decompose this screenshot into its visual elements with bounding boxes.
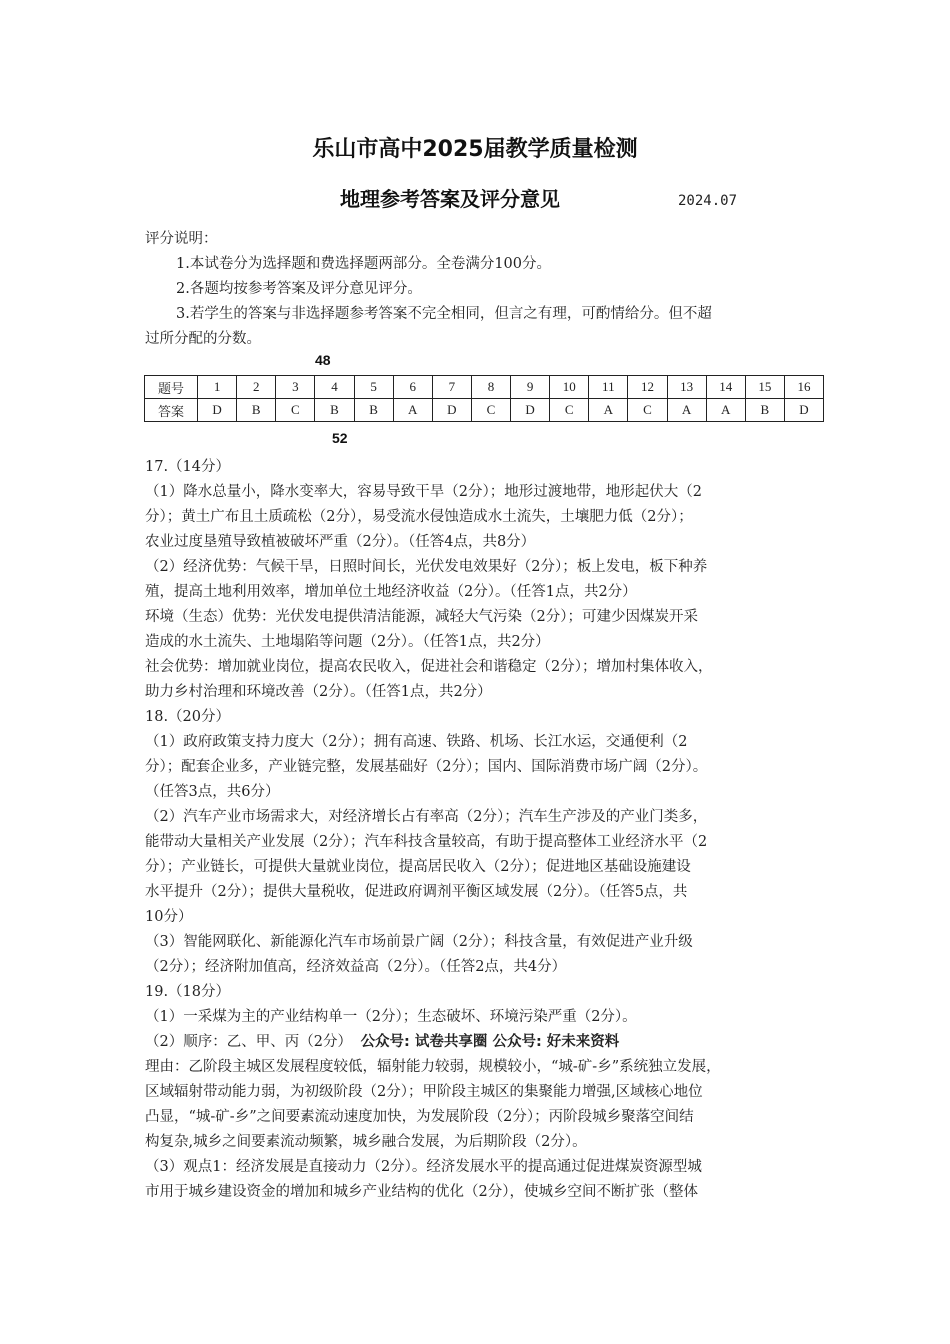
answer-cell: C <box>276 399 315 422</box>
question-number: 2 <box>237 376 276 399</box>
question-number: 3 <box>276 376 315 399</box>
answer-table <box>144 375 824 422</box>
question-number: 1 <box>198 376 237 399</box>
text-line: 10分） <box>145 909 193 925</box>
text-segment: （2）顺序：乙、甲、丙（2分） <box>145 1034 352 1050</box>
overlay-mark-bottom: 52 <box>332 430 348 446</box>
row-label: 题号 <box>145 376 198 399</box>
text-line: 19.（18分） <box>145 984 231 1000</box>
text-line: 殖，提高土地利用效率，增加单位土地经济收益（2分）。（任答1点，共2分） <box>145 584 637 600</box>
text-line: 分）；黄土广布且土质疏松（2分），易受流水侵蚀造成水土流失，土壤肥力低（2分）； <box>145 509 693 525</box>
answer-cell: B <box>745 399 784 422</box>
answer-cell: C <box>471 399 510 422</box>
answer-cell: A <box>393 399 432 422</box>
question-number: 4 <box>315 376 354 399</box>
text-line: （3）智能网联化、新能源化汽车市场前景广阔（2分）；科技含量，有效促进产业升级 <box>145 934 693 950</box>
text-line: 18.（20分） <box>145 709 231 725</box>
document-title: 乐山市高中2025届教学质量检测 <box>312 137 638 162</box>
text-line <box>145 1032 619 1052</box>
table-row <box>145 376 824 399</box>
text-line: 构复杂,城乡之间要素流动频繁，城乡融合发展，为后期阶段（2分）。 <box>145 1134 587 1150</box>
answer-cell: C <box>550 399 589 422</box>
answer-cell: C <box>628 399 667 422</box>
watermark-text: 公众号: 试卷共享圈 公众号: 好未来资料 <box>360 1034 620 1050</box>
answer-cell: B <box>354 399 393 422</box>
question-number: 16 <box>784 376 823 399</box>
question-number: 9 <box>511 376 550 399</box>
text-line: （1）一采煤为主的产业结构单一（2分）；生态破坏、环境污染严重（2分）。 <box>145 1009 637 1025</box>
scoring-rule: 1.本试卷分为选择题和费选择题两部分。全卷满分100分。 <box>176 256 552 272</box>
scoring-rule: 过所分配的分数。 <box>145 331 261 347</box>
text-line: 区域辐射带动能力弱，为初级阶段（2分）；甲阶段主城区的集聚能力增强,区域核心地位 <box>145 1084 703 1100</box>
question-number: 5 <box>354 376 393 399</box>
question-number: 12 <box>628 376 667 399</box>
text-line: （1）政府政策支持力度大（2分）；拥有高速、铁路、机场、长江水运，交通便利（2 <box>145 734 688 750</box>
answer-cell: A <box>706 399 745 422</box>
answer-cell: B <box>315 399 354 422</box>
text-line: 社会优势：增加就业岗位，提高农民收入，促进社会和谐稳定（2分）；增加村集体收入， <box>145 659 713 675</box>
text-line: 造成的水土流失、土地塌陷等问题（2分）。（任答1点，共2分） <box>145 634 550 650</box>
question-number: 14 <box>706 376 745 399</box>
text-line: （3）观点1：经济发展是直接动力（2分）。经济发展水平的提高通过促进煤炭资源型城 <box>145 1159 702 1175</box>
answer-cell: D <box>511 399 550 422</box>
document-subtitle: 地理参考答案及评分意见 <box>340 187 560 211</box>
question-number: 6 <box>393 376 432 399</box>
scoring-rule: 2.各题均按参考答案及评分意见评分。 <box>176 281 422 297</box>
text-line: （2分）；经济附加值高，经济效益高（2分）。（任答2点，共4分） <box>145 959 567 975</box>
text-line: 农业过度垦殖导致植被破坏严重（2分）。（任答4点，共8分） <box>145 534 536 550</box>
question-number: 11 <box>589 376 628 399</box>
answer-cell: D <box>198 399 237 422</box>
text-line: 环境（生态）优势：光伏发电提供清洁能源，减轻大气污染（2分）；可建少因煤炭开采 <box>145 609 698 625</box>
document-date: 2024.07 <box>678 193 738 209</box>
question-number: 10 <box>550 376 589 399</box>
text-line: （1）降水总量小，降水变率大，容易导致干旱（2分）；地形过渡地带，地形起伏大（2 <box>145 484 702 500</box>
question-number: 15 <box>745 376 784 399</box>
text-line: （任答3点，共6分） <box>145 784 280 800</box>
text-line: 市用于城乡建设资金的增加和城乡产业结构的优化（2分），使城乡空间不断扩张（整体 <box>145 1184 698 1200</box>
row-label: 答案 <box>145 399 198 422</box>
answer-cell: A <box>589 399 628 422</box>
scoring-heading: 评分说明： <box>145 231 218 247</box>
text-line: 水平提升（2分）；提供大量税收，促进政府调剂平衡区域发展（2分）。（任答5点，共 <box>145 884 688 900</box>
table-row <box>145 399 824 422</box>
text-line: 分）；配套企业多，产业链完整，发展基础好（2分）；国内、国际消费市场广阔（2分）。 <box>145 759 708 775</box>
question-number: 7 <box>432 376 471 399</box>
text-line: 分）；产业链长，可提供大量就业岗位，提高居民收入（2分）；促进地区基础设施建设 <box>145 859 691 875</box>
question-number: 13 <box>667 376 706 399</box>
answer-cell: A <box>667 399 706 422</box>
scoring-rule: 3.若学生的答案与非选择题参考答案不完全相同，但言之有理，可酌情给分。但不超 <box>176 306 712 322</box>
text-line: （2）经济优势：气候干旱，日照时间长，光伏发电效果好（2分）；板上发电，板下种养 <box>145 559 708 575</box>
text-line: （2）汽车产业市场需求大，对经济增长占有率高（2分）；汽车生产涉及的产业门类多， <box>145 809 708 825</box>
text-line: 理由：乙阶段主城区发展程度较低，辐射能力较弱，规模较小，“城-矿-乡”系统独立发展， <box>145 1059 721 1075</box>
text-line: 凸显，“城-矿-乡”之间要素流动速度加快，为发展阶段（2分）；丙阶段城乡聚落空间结 <box>145 1109 694 1125</box>
text-line: 助力乡村治理和环境改善（2分）。（任答1点，共2分） <box>145 684 492 700</box>
overlay-mark-top: 48 <box>315 352 331 368</box>
question-number: 8 <box>471 376 510 399</box>
answer-cell: D <box>432 399 471 422</box>
text-line: 能带动大量相关产业发展（2分）；汽车科技含量较高，有助于提高整体工业经济水平（2 <box>145 834 708 850</box>
answer-cell: D <box>784 399 823 422</box>
answer-cell: B <box>237 399 276 422</box>
text-line: 17.（14分） <box>145 459 231 475</box>
